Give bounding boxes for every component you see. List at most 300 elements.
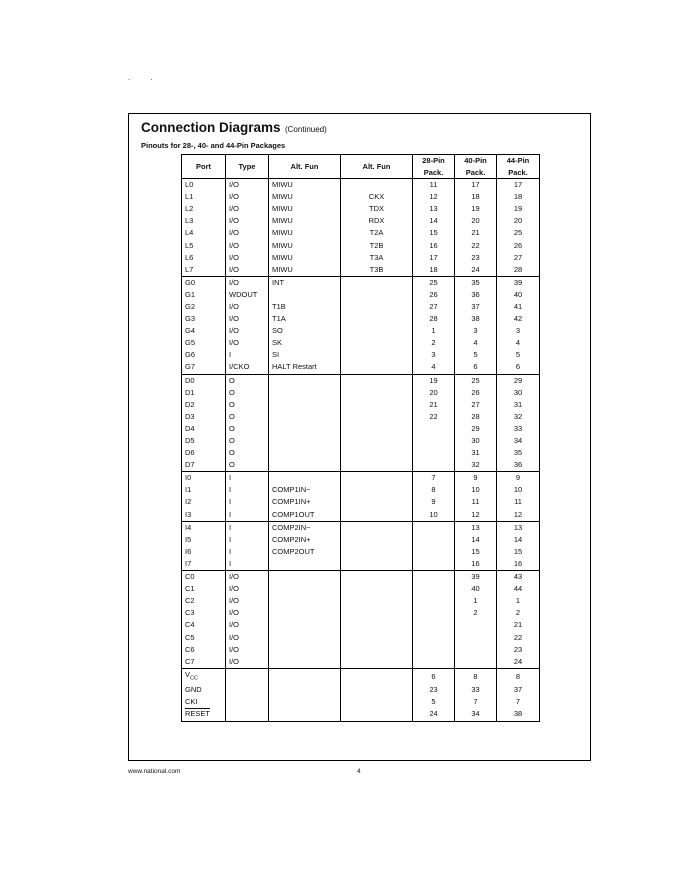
cell-alt-fun-2 [341, 521, 413, 534]
cell-type: I/O [226, 203, 269, 215]
cell-port: L5 [182, 239, 226, 251]
table-row [182, 361, 540, 374]
cell-port: GND [182, 684, 226, 696]
cell-pin-44: 40 [497, 289, 540, 301]
cell-type: I [226, 546, 269, 558]
cell-port [182, 668, 226, 684]
cell-pin-28: 17 [413, 252, 455, 264]
cell-pin-44: 13 [497, 521, 540, 534]
cell-alt-fun-2 [341, 546, 413, 558]
pin-group [182, 668, 540, 721]
cell-pin-28: 2 [413, 337, 455, 349]
cell-port: I3 [182, 509, 226, 522]
table-row [182, 472, 540, 485]
cell-pin-40: 20 [455, 215, 497, 227]
cell-pin-28 [413, 459, 455, 472]
cell-pin-28 [413, 435, 455, 447]
table-row [182, 619, 540, 631]
cell-type: I/O [226, 313, 269, 325]
cell-port: G3 [182, 313, 226, 325]
cell-pin-44: 34 [497, 435, 540, 447]
cell-type: I [226, 521, 269, 534]
cell-pin-28 [413, 546, 455, 558]
cell-port: C4 [182, 619, 226, 631]
cell-pin-44: 8 [497, 668, 540, 684]
cell-pin-44: 22 [497, 631, 540, 643]
pin-group [182, 374, 540, 472]
cell-pin-44: 25 [497, 227, 540, 239]
cell-type: I/O [226, 583, 269, 595]
cell-port: D5 [182, 435, 226, 447]
cell-alt-fun-2 [341, 289, 413, 301]
cell-port: I4 [182, 521, 226, 534]
table-row [182, 191, 540, 203]
table-row [182, 546, 540, 558]
cell-pin-44: 26 [497, 239, 540, 251]
cell-alt-fun-1 [269, 411, 341, 423]
cell-alt-fun-1: MIWU [269, 264, 341, 277]
cell-port: C1 [182, 583, 226, 595]
cell-type: I [226, 496, 269, 508]
cell-pin-40: 17 [455, 179, 497, 192]
cell-port: CKI [182, 696, 226, 708]
cell-pin-28: 27 [413, 301, 455, 313]
cell-port: G6 [182, 349, 226, 361]
cell-alt-fun-2 [341, 595, 413, 607]
cell-type: I/O [226, 179, 269, 192]
cell-alt-fun-2 [341, 276, 413, 289]
cell-alt-fun-1 [269, 399, 341, 411]
title-text: Connection Diagrams [141, 120, 281, 135]
cell-alt-fun-2: RDX [341, 215, 413, 227]
cell-port: C6 [182, 644, 226, 656]
cell-port: G0 [182, 276, 226, 289]
title-note: (Continued) [284, 125, 327, 134]
cell-type: I/O [226, 607, 269, 619]
cell-pin-40: 4 [455, 337, 497, 349]
cell-pin-44: 12 [497, 509, 540, 522]
cell-pin-40 [455, 656, 497, 669]
table-row [182, 239, 540, 251]
cell-pin-44: 23 [497, 644, 540, 656]
cell-pin-40: 12 [455, 509, 497, 522]
cell-pin-40: 7 [455, 696, 497, 708]
cell-pin-28: 16 [413, 239, 455, 251]
cell-type: I/O [226, 191, 269, 203]
cell-pin-28: 21 [413, 399, 455, 411]
cell-pin-28: 11 [413, 179, 455, 192]
column-header-alt-fun-2: Alt. Fun [341, 155, 413, 179]
column-header-type: Type [226, 155, 269, 179]
cell-alt-fun-1 [269, 472, 341, 485]
table-row [182, 203, 540, 215]
cell-alt-fun-2 [341, 509, 413, 522]
cell-alt-fun-2 [341, 708, 413, 721]
cell-pin-28: 10 [413, 509, 455, 522]
cell-pin-44: 20 [497, 215, 540, 227]
cell-port: I6 [182, 546, 226, 558]
cell-pin-28 [413, 521, 455, 534]
page-number: 4 [357, 768, 361, 775]
cell-pin-28: 26 [413, 289, 455, 301]
cell-port: I2 [182, 496, 226, 508]
cell-alt-fun-2: T2B [341, 239, 413, 251]
cell-pin-44: 21 [497, 619, 540, 631]
cell-alt-fun-1: COMP2OUT [269, 546, 341, 558]
cell-pin-28: 23 [413, 684, 455, 696]
table-row [182, 264, 540, 277]
cell-alt-fun-2: CKX [341, 191, 413, 203]
cell-alt-fun-1: SO [269, 325, 341, 337]
cell-pin-44: 29 [497, 374, 540, 387]
cell-pin-44: 14 [497, 534, 540, 546]
table-row [182, 668, 540, 684]
cell-pin-40: 38 [455, 313, 497, 325]
cell-port: D2 [182, 399, 226, 411]
cell-type [226, 708, 269, 721]
cell-alt-fun-2 [341, 668, 413, 684]
table-row [182, 227, 540, 239]
cell-port: C7 [182, 656, 226, 669]
cell-alt-fun-1: INT [269, 276, 341, 289]
cell-pin-40: 29 [455, 423, 497, 435]
cell-alt-fun-1: MIWU [269, 191, 341, 203]
cell-pin-40 [455, 619, 497, 631]
table-row [182, 411, 540, 423]
cell-type: I [226, 509, 269, 522]
cell-pin-44: 42 [497, 313, 540, 325]
cell-type: I/CKO [226, 361, 269, 374]
table-row [182, 696, 540, 708]
cell-port: D7 [182, 459, 226, 472]
cell-port: L3 [182, 215, 226, 227]
cell-pin-44: 10 [497, 484, 540, 496]
cell-pin-44: 11 [497, 496, 540, 508]
cell-pin-44: 31 [497, 399, 540, 411]
cell-port: L2 [182, 203, 226, 215]
cell-pin-44: 17 [497, 179, 540, 192]
cell-alt-fun-1 [269, 607, 341, 619]
cell-pin-28: 4 [413, 361, 455, 374]
cell-alt-fun-2: TDX [341, 203, 413, 215]
cell-port: I7 [182, 558, 226, 571]
cell-pin-40: 15 [455, 546, 497, 558]
cell-alt-fun-1: SK [269, 337, 341, 349]
table-row [182, 595, 540, 607]
cell-pin-40: 23 [455, 252, 497, 264]
cell-type: WDOUT [226, 289, 269, 301]
cell-alt-fun-1: COMP1IN− [269, 484, 341, 496]
cell-alt-fun-1 [269, 595, 341, 607]
table-row [182, 325, 540, 337]
cell-alt-fun-1 [269, 696, 341, 708]
table-row [182, 289, 540, 301]
cell-alt-fun-2 [341, 684, 413, 696]
column-header-port: Port [182, 155, 226, 179]
cell-port: L7 [182, 264, 226, 277]
cell-alt-fun-1: SI [269, 349, 341, 361]
table-row [182, 215, 540, 227]
cell-alt-fun-1: COMP2IN+ [269, 534, 341, 546]
table-row [182, 423, 540, 435]
cell-pin-28 [413, 631, 455, 643]
cell-pin-44: 41 [497, 301, 540, 313]
cell-pin-40: 3 [455, 325, 497, 337]
table-subtitle: Pinouts for 28-, 40- and 44-Pin Packages [141, 141, 286, 150]
cell-pin-28 [413, 447, 455, 459]
cell-port: I5 [182, 534, 226, 546]
cell-pin-28: 12 [413, 191, 455, 203]
cell-pin-28: 20 [413, 387, 455, 399]
cell-alt-fun-2 [341, 301, 413, 313]
cell-pin-40: 6 [455, 361, 497, 374]
cell-type: I/O [226, 656, 269, 669]
cell-pin-40: 19 [455, 203, 497, 215]
cell-pin-28 [413, 607, 455, 619]
cell-pin-28 [413, 619, 455, 631]
cell-alt-fun-1 [269, 583, 341, 595]
cell-alt-fun-1: COMP1OUT [269, 509, 341, 522]
cell-pin-28 [413, 656, 455, 669]
table-row [182, 374, 540, 387]
cell-port: I1 [182, 484, 226, 496]
cell-alt-fun-1 [269, 447, 341, 459]
cell-type: I/O [226, 595, 269, 607]
cell-type: O [226, 387, 269, 399]
cell-alt-fun-2 [341, 558, 413, 571]
cell-pin-44: 15 [497, 546, 540, 558]
cell-type: O [226, 459, 269, 472]
cell-type: I/O [226, 301, 269, 313]
cell-port: L4 [182, 227, 226, 239]
cell-pin-44: 39 [497, 276, 540, 289]
cell-alt-fun-1 [269, 387, 341, 399]
cell-type: I/O [226, 644, 269, 656]
pin-group [182, 276, 540, 374]
cell-type: O [226, 423, 269, 435]
table-row [182, 447, 540, 459]
cell-pin-28: 7 [413, 472, 455, 485]
cell-type: I/O [226, 619, 269, 631]
table-row [182, 459, 540, 472]
table-row [182, 684, 540, 696]
cell-pin-44: 36 [497, 459, 540, 472]
cell-pin-44: 7 [497, 696, 540, 708]
cell-type [226, 696, 269, 708]
cell-pin-40: 28 [455, 411, 497, 423]
footer-website: www.national.com [128, 768, 181, 775]
cell-type: O [226, 435, 269, 447]
cell-type: O [226, 411, 269, 423]
cell-port: C3 [182, 607, 226, 619]
cell-alt-fun-2 [341, 696, 413, 708]
cell-alt-fun-2 [341, 399, 413, 411]
cell-alt-fun-1 [269, 423, 341, 435]
cell-pin-44: 32 [497, 411, 540, 423]
cell-pin-40: 11 [455, 496, 497, 508]
cell-alt-fun-1 [269, 558, 341, 571]
cell-type: I [226, 472, 269, 485]
cell-alt-fun-2 [341, 472, 413, 485]
cell-type: I/O [226, 227, 269, 239]
cell-port: G1 [182, 289, 226, 301]
cell-pin-28: 19 [413, 374, 455, 387]
cell-alt-fun-1 [269, 435, 341, 447]
cell-alt-fun-1: COMP1IN+ [269, 496, 341, 508]
cell-pin-44: 5 [497, 349, 540, 361]
cell-pin-28: 15 [413, 227, 455, 239]
cell-type: I/O [226, 215, 269, 227]
cell-pin-40 [455, 631, 497, 643]
cell-alt-fun-1 [269, 656, 341, 669]
cell-pin-28: 24 [413, 708, 455, 721]
cell-alt-fun-2 [341, 459, 413, 472]
cell-type: I/O [226, 252, 269, 264]
cell-port: L6 [182, 252, 226, 264]
cell-pin-28: 8 [413, 484, 455, 496]
cell-alt-fun-2 [341, 361, 413, 374]
cell-type: I [226, 558, 269, 571]
table-row [182, 558, 540, 571]
cell-alt-fun-2 [341, 179, 413, 192]
cell-alt-fun-2 [341, 496, 413, 508]
cell-alt-fun-1: MIWU [269, 215, 341, 227]
cell-port: L1 [182, 191, 226, 203]
cell-pin-44: 3 [497, 325, 540, 337]
column-header-alt-fun-1: Alt. Fun [269, 155, 341, 179]
cell-alt-fun-2: T3A [341, 252, 413, 264]
cell-pin-44: 28 [497, 264, 540, 277]
cell-pin-40: 34 [455, 708, 497, 721]
cell-alt-fun-2 [341, 349, 413, 361]
cell-pin-28: 1 [413, 325, 455, 337]
cell-alt-fun-2 [341, 387, 413, 399]
cell-pin-28: 13 [413, 203, 455, 215]
column-header-44-pin: 44-Pin Pack. [497, 155, 540, 179]
cell-pin-28 [413, 558, 455, 571]
cell-alt-fun-2: T3B [341, 264, 413, 277]
cell-alt-fun-1: MIWU [269, 252, 341, 264]
cell-port: D6 [182, 447, 226, 459]
cell-port: D0 [182, 374, 226, 387]
cell-type: O [226, 399, 269, 411]
cell-pin-44: 38 [497, 708, 540, 721]
connection-diagrams-frame [128, 113, 591, 761]
cell-pin-40: 25 [455, 374, 497, 387]
cell-alt-fun-1: MIWU [269, 227, 341, 239]
cell-alt-fun-1 [269, 619, 341, 631]
cell-type: I/O [226, 325, 269, 337]
table-row [182, 313, 540, 325]
pin-group [182, 571, 540, 669]
cell-pin-40: 36 [455, 289, 497, 301]
cell-pin-28 [413, 595, 455, 607]
cell-pin-40: 2 [455, 607, 497, 619]
cell-pin-40: 16 [455, 558, 497, 571]
cell-pin-40: 39 [455, 571, 497, 584]
cell-alt-fun-2 [341, 447, 413, 459]
cell-alt-fun-1 [269, 459, 341, 472]
cell-alt-fun-1: MIWU [269, 179, 341, 192]
cell-alt-fun-1 [269, 684, 341, 696]
cell-pin-28: 3 [413, 349, 455, 361]
cell-pin-28 [413, 534, 455, 546]
cell-pin-40: 37 [455, 301, 497, 313]
table-row [182, 301, 540, 313]
cell-pin-44: 6 [497, 361, 540, 374]
cell-port: D1 [182, 387, 226, 399]
cell-pin-40: 26 [455, 387, 497, 399]
cell-alt-fun-2 [341, 423, 413, 435]
cell-pin-40: 18 [455, 191, 497, 203]
cell-type: I/O [226, 276, 269, 289]
cell-pin-28: 9 [413, 496, 455, 508]
table-row [182, 349, 540, 361]
cell-pin-44: 43 [497, 571, 540, 584]
cell-pin-40: 33 [455, 684, 497, 696]
table-row [182, 509, 540, 522]
cell-type: O [226, 374, 269, 387]
cell-pin-44: 2 [497, 607, 540, 619]
cell-type: I [226, 534, 269, 546]
table-row [182, 337, 540, 349]
cell-alt-fun-1 [269, 571, 341, 584]
cell-type: I/O [226, 337, 269, 349]
table-row [182, 571, 540, 584]
cell-type: I/O [226, 239, 269, 251]
cell-alt-fun-2 [341, 619, 413, 631]
cell-pin-40: 1 [455, 595, 497, 607]
cell-alt-fun-1: HALT Restart [269, 361, 341, 374]
cell-pin-40: 13 [455, 521, 497, 534]
cell-pin-28: 5 [413, 696, 455, 708]
cell-pin-44: 35 [497, 447, 540, 459]
table-row [182, 399, 540, 411]
cell-port: G2 [182, 301, 226, 313]
header-marks: . . [128, 73, 162, 82]
cell-alt-fun-1: T1B [269, 301, 341, 313]
cell-port: L0 [182, 179, 226, 192]
cell-alt-fun-2 [341, 325, 413, 337]
cell-alt-fun-1 [269, 708, 341, 721]
cell-pin-40: 5 [455, 349, 497, 361]
table-row [182, 435, 540, 447]
cell-pin-40: 10 [455, 484, 497, 496]
cell-port: RESET [182, 708, 226, 721]
cell-type: I [226, 349, 269, 361]
cell-pin-40: 40 [455, 583, 497, 595]
cell-type [226, 668, 269, 684]
cell-alt-fun-2 [341, 337, 413, 349]
cell-pin-44: 1 [497, 595, 540, 607]
cell-pin-40 [455, 644, 497, 656]
table-row [182, 708, 540, 721]
table-row [182, 656, 540, 669]
cell-pin-28 [413, 423, 455, 435]
cell-pin-40: 35 [455, 276, 497, 289]
cell-pin-40: 8 [455, 668, 497, 684]
page-title [141, 119, 327, 137]
cell-pin-40: 24 [455, 264, 497, 277]
table-row [182, 534, 540, 546]
pinout-table-header [182, 155, 540, 179]
cell-pin-40: 9 [455, 472, 497, 485]
cell-port: G4 [182, 325, 226, 337]
table-row [182, 484, 540, 496]
cell-pin-44: 27 [497, 252, 540, 264]
pinout-table [181, 154, 540, 722]
vcc-glyph: $V_{CC}$ [185, 669, 198, 682]
